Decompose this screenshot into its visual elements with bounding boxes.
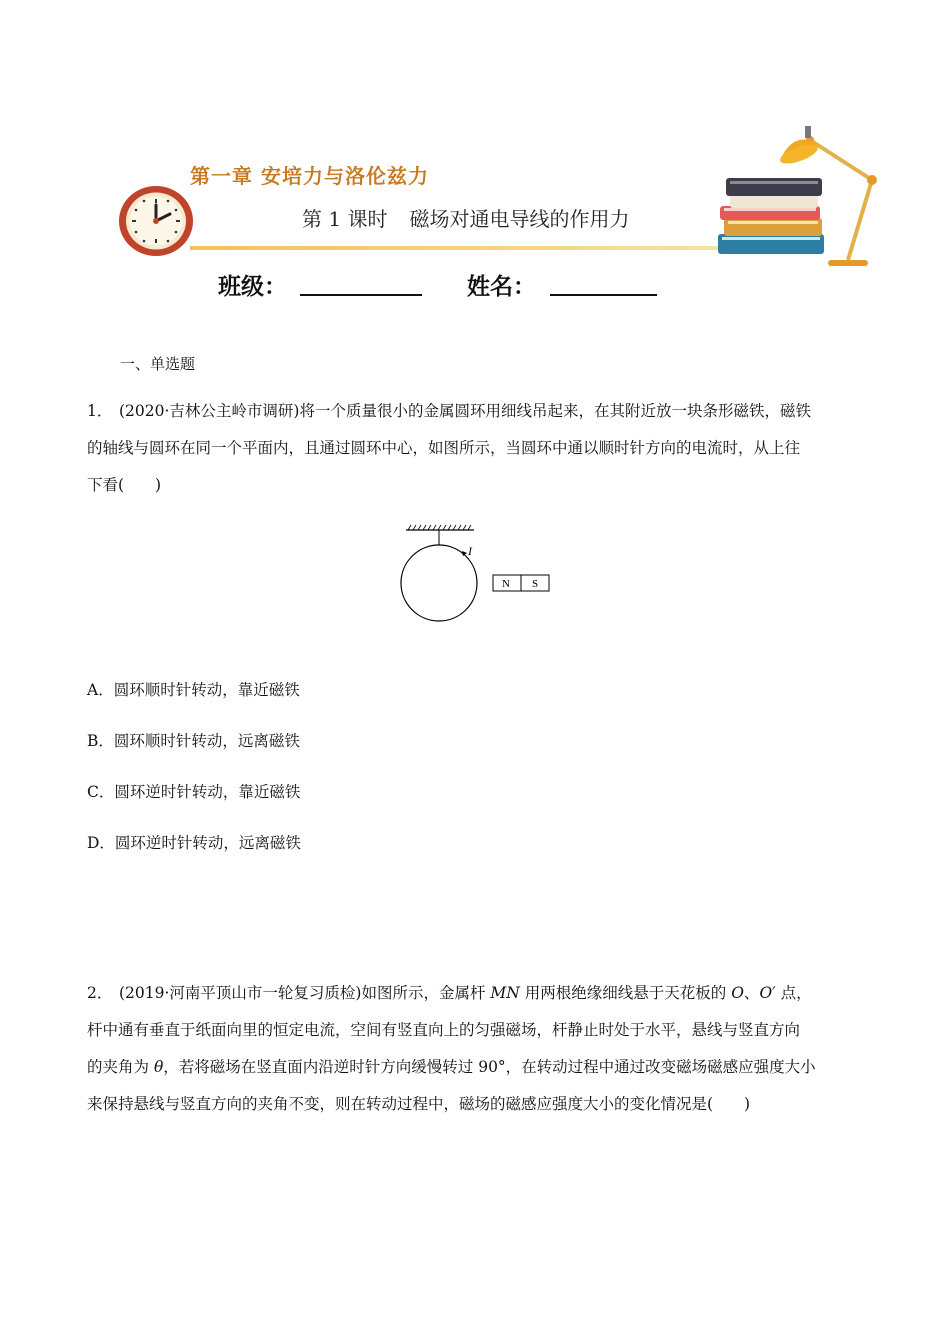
option-c[interactable]: C．圆环逆时针转动，靠近磁铁 xyxy=(87,783,301,801)
question-2-number: 2． xyxy=(87,984,113,1002)
question-1 xyxy=(87,393,867,504)
question-2 xyxy=(87,975,867,1123)
question-1-line-2: 的轴线与圆环在同一个平面内，且通过圆环中心，如图所示，当圆环中通以顺时针方向的电流时，从上往 xyxy=(87,439,801,457)
name-label: 姓名： xyxy=(467,274,536,300)
question-1-figure xyxy=(396,524,556,624)
class-input-line[interactable] xyxy=(300,294,422,296)
ceiling-hatch xyxy=(408,525,471,530)
magnet-s-pole: S xyxy=(532,578,539,590)
metal-ring xyxy=(401,545,477,621)
question-1-number: 1． xyxy=(87,402,113,420)
question-2-line-4: 来保持悬线与竖直方向的夹角不变，则在转动过程中，磁场的磁感应强度大小的变化情况是( ) xyxy=(87,1095,751,1113)
banner-divider xyxy=(190,246,730,250)
lesson-title xyxy=(302,203,629,232)
question-2-line-2: 杆中通有垂直于纸面向里的恒定电流，空间有竖直向上的匀强磁场，杆静止时处于水平，悬线与竖直方向 xyxy=(87,1021,801,1039)
section-title: 一、单选题 xyxy=(120,355,196,373)
option-b[interactable]: B．圆环顺时针转动，远离磁铁 xyxy=(87,732,300,750)
current-label: I xyxy=(468,544,472,558)
question-2-line-3: 的夹角为 θ，若将磁场在竖直面内沿逆时针方向缓慢转过 90°，在转动过程中通过改变磁场磁感应强度大小 xyxy=(87,1058,816,1076)
class-label: 班级： xyxy=(218,274,287,300)
option-a[interactable]: A．圆环顺时针转动，靠近磁铁 xyxy=(87,681,300,699)
question-1-line-1: 1． (2020·吉林公主岭市调研)将一个质量很小的金属圆环用细线吊起来，在其附近放一块条形磁铁，磁铁 xyxy=(87,393,867,430)
lesson-topic: 磁场对通电导线的作用力 xyxy=(409,207,630,231)
question-2-line-1: 2． (2019·河南平顶山市一轮复习质检)如图所示，金属杆 MN 用两根绝缘细线悬于天花板的 O、O′ 点， xyxy=(87,975,867,1012)
option-d[interactable]: D．圆环逆时针转动，远离磁铁 xyxy=(87,834,301,852)
books-lamp-icon xyxy=(712,122,882,270)
lesson-number: 第 1 课时 xyxy=(302,207,388,231)
name-input-line[interactable] xyxy=(550,294,657,296)
magnet-n-pole: N xyxy=(502,578,510,590)
chapter-title: 第一章 安培力与洛伦兹力 xyxy=(190,164,429,188)
question-1-line-3: 下看( ) xyxy=(87,476,162,494)
clock-icon xyxy=(116,183,196,259)
